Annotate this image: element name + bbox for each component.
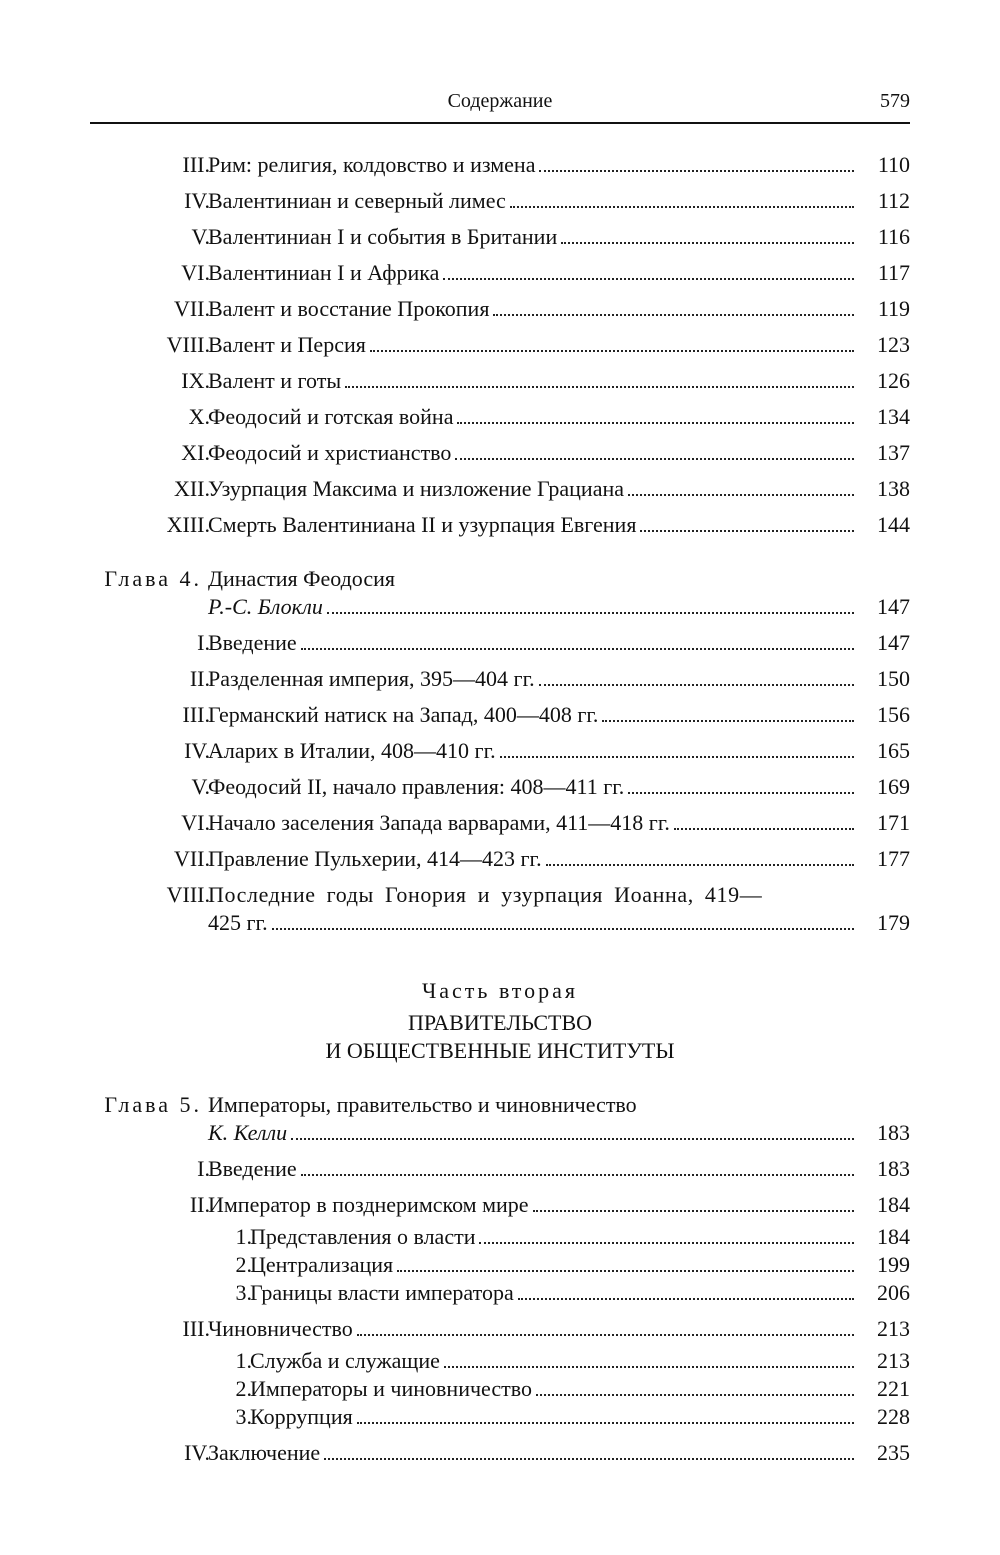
chapter-heading[interactable] [90, 564, 910, 594]
entry-page: 171 [877, 810, 910, 835]
toc-entry[interactable] [90, 700, 910, 730]
entry-page: 117 [877, 260, 910, 285]
entry-page: 116 [877, 224, 910, 249]
dot-leader [518, 1278, 854, 1300]
entry-title: Разделенная империя, 395—404 гг. [208, 666, 535, 691]
toc-subentry[interactable] [90, 1346, 910, 1376]
entry-number: V. [191, 224, 210, 249]
entry-page: 144 [877, 512, 910, 537]
entry-title: Валент и восстание Прокопия [208, 296, 490, 321]
entry-number: XIII. [166, 512, 210, 537]
dot-leader [444, 1346, 854, 1368]
chapter-title: Императоры, правительство и чиновничество [208, 1092, 637, 1117]
entry-page: 184 [877, 1224, 910, 1249]
entry-title: Валентиниан и северный лимес [208, 188, 506, 213]
entry-title: Валент и Персия [208, 332, 366, 357]
entry-number: III. [182, 1316, 210, 1341]
toc-entry-multiline[interactable] [90, 880, 910, 910]
chapter-author: Р.-С. Блокли [208, 594, 323, 619]
entry-number: IV. [184, 738, 210, 763]
toc-entry[interactable] [90, 402, 910, 432]
entry-title: Введение [208, 630, 297, 655]
entry-page: 213 [877, 1316, 910, 1341]
entry-page: 169 [877, 774, 910, 799]
dot-leader [291, 1118, 854, 1140]
toc-entry[interactable] [90, 736, 910, 766]
toc-entry[interactable] [90, 510, 910, 540]
chapter-title: Династия Феодосия [208, 566, 395, 591]
subentry-number: 3. [235, 1280, 252, 1305]
subentry-title: Централизация [250, 1252, 394, 1277]
dot-leader [357, 1314, 854, 1336]
toc-entry[interactable] [90, 1190, 910, 1220]
entry-number: XI. [181, 440, 210, 465]
dot-leader [327, 592, 854, 614]
entry-title: Валент и готы [208, 368, 342, 393]
entry-page: 147 [877, 594, 910, 619]
dot-leader [539, 664, 854, 686]
entry-number: VI. [181, 810, 210, 835]
dot-leader [500, 736, 854, 758]
entry-page: 228 [877, 1404, 910, 1429]
toc-entry[interactable] [90, 438, 910, 468]
toc-entry-continuation[interactable] [90, 908, 910, 938]
entry-title-line1: Последние годы Гонория и узурпация Иоанна, 419— [208, 882, 763, 907]
entry-number: VII. [173, 846, 210, 871]
entry-page: 199 [877, 1252, 910, 1277]
toc-subentry[interactable] [90, 1278, 910, 1308]
dot-leader [455, 438, 854, 460]
entry-number: XII. [173, 476, 210, 501]
toc-entry[interactable] [90, 258, 910, 288]
entry-number: VIII. [166, 332, 210, 357]
entry-page: 126 [877, 368, 910, 393]
dot-leader [272, 908, 854, 930]
dot-leader [443, 258, 854, 280]
dot-leader [301, 628, 854, 650]
entry-page: 179 [877, 910, 910, 935]
dot-leader [536, 1374, 854, 1396]
entry-number: III. [182, 152, 210, 177]
part-kicker: Часть вторая [421, 978, 579, 1003]
entry-page: 177 [877, 846, 910, 871]
entry-page: 213 [877, 1348, 910, 1373]
entry-title: Император в позднеримском мире [208, 1192, 529, 1217]
entry-number: VIII. [166, 882, 210, 907]
running-header [90, 88, 910, 124]
entry-page: 206 [877, 1280, 910, 1305]
entry-page: 119 [877, 296, 910, 321]
subentry-title: Границы власти императора [250, 1280, 514, 1305]
entry-number: II. [189, 1192, 210, 1217]
toc-entry[interactable] [90, 628, 910, 658]
toc-entry[interactable] [90, 330, 910, 360]
entry-page: 137 [877, 440, 910, 465]
toc-subentry[interactable] [90, 1374, 910, 1404]
entry-number: III. [182, 702, 210, 727]
entry-number: V. [191, 774, 210, 799]
entry-title: Узурпация Максима и низложение Грациана [208, 476, 624, 501]
entry-page: 123 [877, 332, 910, 357]
entry-title: Начало заселения Запада варварами, 411—418 гг. [208, 810, 670, 835]
chapter-label: Глава 4. [104, 566, 202, 591]
entry-title: Феодосий II, начало правления: 408—411 гг. [208, 774, 625, 799]
entry-page: 165 [877, 738, 910, 763]
toc-entry[interactable] [90, 664, 910, 694]
dot-leader [546, 844, 854, 866]
dot-leader [602, 700, 854, 722]
entry-number: IV. [184, 1440, 210, 1465]
dot-leader [640, 510, 854, 532]
header-title: Содержание [447, 90, 553, 112]
entry-title: Правление Пульхерии, 414—423 гг. [208, 846, 542, 871]
dot-leader [539, 150, 854, 172]
dot-leader [561, 222, 854, 244]
subentry-number: 1. [235, 1348, 252, 1373]
dot-leader [510, 186, 854, 208]
entry-page: 184 [877, 1192, 910, 1217]
dot-leader [533, 1190, 854, 1212]
entry-title: Заключение [208, 1440, 321, 1465]
chapter-author-entry[interactable] [90, 1118, 910, 1148]
entry-title: Рим: религия, колдовство и измена [208, 152, 536, 177]
chapter-label: Глава 5. [104, 1092, 202, 1117]
toc-subentry[interactable] [90, 1402, 910, 1432]
subentry-number: 1. [235, 1224, 252, 1249]
entry-page: 183 [877, 1120, 910, 1145]
entry-title: Смерть Валентиниана II и узурпация Евгения [208, 512, 637, 537]
toc-entry[interactable] [90, 1438, 910, 1468]
entry-page: 134 [877, 404, 910, 429]
toc-entry[interactable] [90, 808, 910, 838]
entry-number: I. [197, 1156, 210, 1181]
part-title-line1: ПРАВИТЕЛЬСТВО [407, 1010, 593, 1035]
toc-entry[interactable] [90, 772, 910, 802]
dot-leader [357, 1402, 854, 1424]
subentry-title: Императоры и чиновничество [250, 1376, 532, 1401]
part-title-line2: И ОБЩЕСТВЕННЫЕ ИНСТИТУТЫ [325, 1038, 675, 1063]
toc-entry[interactable] [90, 1154, 910, 1184]
toc-entry[interactable] [90, 366, 910, 396]
dot-leader [628, 772, 854, 794]
toc-entry[interactable] [90, 150, 910, 180]
subentry-title: Служба и служащие [250, 1348, 440, 1373]
toc-subentry[interactable] [90, 1250, 910, 1280]
entry-title: Валентиниан I и Африка [208, 260, 440, 285]
entry-page: 235 [877, 1440, 910, 1465]
toc-entry[interactable] [90, 222, 910, 252]
subentry-number: 3. [235, 1404, 252, 1429]
toc-subentry[interactable] [90, 1222, 910, 1252]
entry-title: Феодосий и готская война [208, 404, 454, 429]
chapter-heading[interactable] [90, 1090, 910, 1120]
entry-number: X. [188, 404, 210, 429]
entry-title: Чиновничество [208, 1316, 353, 1341]
toc-entry[interactable] [90, 474, 910, 504]
entry-title: Феодосий и христианство [208, 440, 452, 465]
entry-title: Введение [208, 1156, 297, 1181]
subentry-number: 2. [235, 1252, 252, 1277]
entry-page: 183 [877, 1156, 910, 1181]
entry-number: I. [197, 630, 210, 655]
toc-entry[interactable] [90, 186, 910, 216]
entry-title: Германский натиск на Запад, 400—408 гг. [208, 702, 599, 727]
subentry-number: 2. [235, 1376, 252, 1401]
entry-title-line2: 425 гг. [208, 910, 268, 935]
entry-page: 150 [877, 666, 910, 691]
entry-number: IX. [181, 368, 210, 393]
entry-number: II. [189, 666, 210, 691]
entry-title: Аларих в Италии, 408—410 гг. [208, 738, 496, 763]
dot-leader [493, 294, 854, 316]
dot-leader [674, 808, 854, 830]
dot-leader [479, 1222, 854, 1244]
chapter-author-entry[interactable] [90, 592, 910, 622]
dot-leader [628, 474, 854, 496]
entry-page: 147 [877, 630, 910, 655]
entry-number: VI. [181, 260, 210, 285]
toc-entry[interactable] [90, 294, 910, 324]
page-number: 579 [880, 90, 910, 112]
toc-entry[interactable] [90, 844, 910, 874]
entry-number: VII. [173, 296, 210, 321]
entry-number: IV. [184, 188, 210, 213]
entry-page: 138 [877, 476, 910, 501]
subentry-title: Представления о власти [250, 1224, 476, 1249]
entry-page: 221 [877, 1376, 910, 1401]
chapter-author: К. Келли [208, 1120, 288, 1145]
dot-leader [457, 402, 854, 424]
entry-title: Валентиниан I и события в Британии [208, 224, 558, 249]
entry-page: 110 [877, 152, 910, 177]
dot-leader [345, 366, 854, 388]
dot-leader [370, 330, 854, 352]
toc-entry[interactable] [90, 1314, 910, 1344]
subentry-title: Коррупция [250, 1404, 353, 1429]
dot-leader [301, 1154, 854, 1176]
entry-page: 156 [877, 702, 910, 727]
dot-leader [324, 1438, 854, 1460]
entry-page: 112 [877, 188, 910, 213]
dot-leader [397, 1250, 854, 1272]
